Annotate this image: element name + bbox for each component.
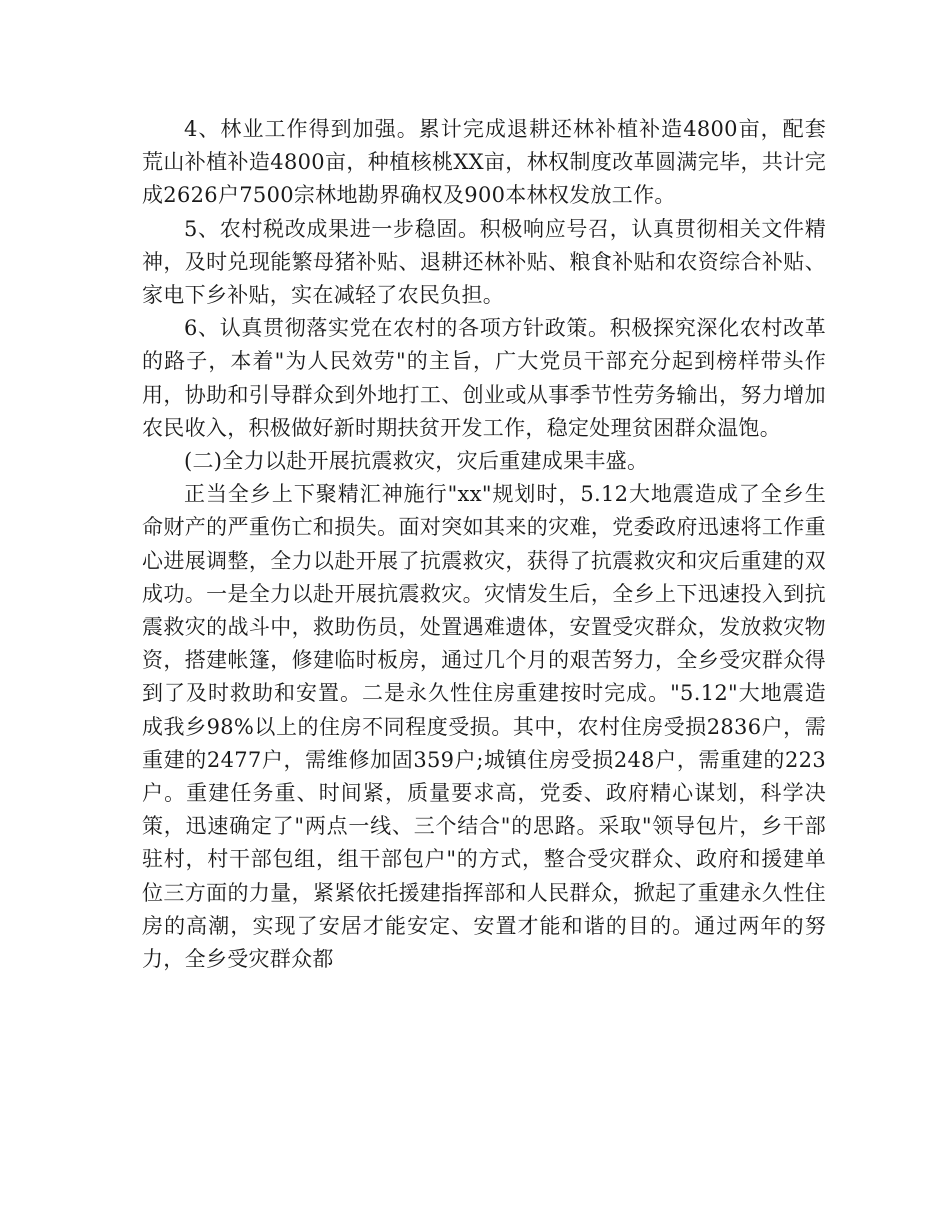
paragraph-tax-reform: 5、农村税改成果进一步稳固。积极响应号召，认真贯彻相关文件精神，及时兑现能繁母猪补贴、退耕还林补贴、粮食补贴和农资综合补贴、家电下乡补贴，实在减轻了农民负担。 <box>142 216 826 308</box>
section-heading-earthquake-relief: (二)全力以赴开展抗震救灾，灾后重建成果丰盛。 <box>184 449 649 474</box>
paragraph-forestry: 4、林业工作得到加强。累计完成退耕还林补植补造4800亩，配套荒山补植补造4800亩，种植核桃XX亩，林权制度改革圆满完毕，共计完成2626户7500宗林地勘界确权及900本林权发放工作。 <box>142 117 826 208</box>
paragraph-rural-policy: 6、认真贯彻落实党在农村的各项方针政策。积极探究深化农村改革的路子，本着"为人民效劳"的主旨，广大党员干部充分起到榜样带头作用，协助和引导群众到外地打工、创业或从事季节性劳务输出，努力增加农民收入，积极做好新时期扶贫开发工作，稳定处理贫困群众温饱。 <box>142 316 826 440</box>
paragraph-earthquake-reconstruction: 正当全乡上下聚精汇神施行"xx"规划时，5.12大地震造成了全乡生命财产的严重伤亡和损失。面对突如其来的灾难，党委政府迅速将工作重心进展调整，全力以赴开展了抗震救灾，获得了抗震救灾和灾后重建的双成功。一是全力以赴开展抗震救灾。灾情发生后，全乡上下迅速投入到抗震救灾的战斗中，救助伤员，处置遇难遗体，安置受灾群众，发放救灾物资，搭建帐篷，修建临时板房，通过几个月的艰苦努力，全乡受灾群众得到了及时救助和安置。二是永久性住房重建按时完成。"5.12"大地震造成我乡98%以上的住房不同程度受损。其中，农村住房受损2836户，需重建的2477户，需维修加固359户;城镇住房受损248户，需重建的223户。重建任务重、时间紧，质量要求高，党委、政府精心谋划，科学决策，迅速确定了"两点一线、三个结合"的思路。采取"领导包片，乡干部驻村，村干部包组，组干部包户"的方式，整合受灾群众、政府和援建单位三方面的力量，紧紧依托援建指挥部和人民群众，掀起了重建永久性住房的高潮，实现了安居才能安定、安置才能和谐的目的。通过两年的努力，全乡受灾群众都 <box>142 482 826 972</box>
document-body <box>142 113 826 976</box>
